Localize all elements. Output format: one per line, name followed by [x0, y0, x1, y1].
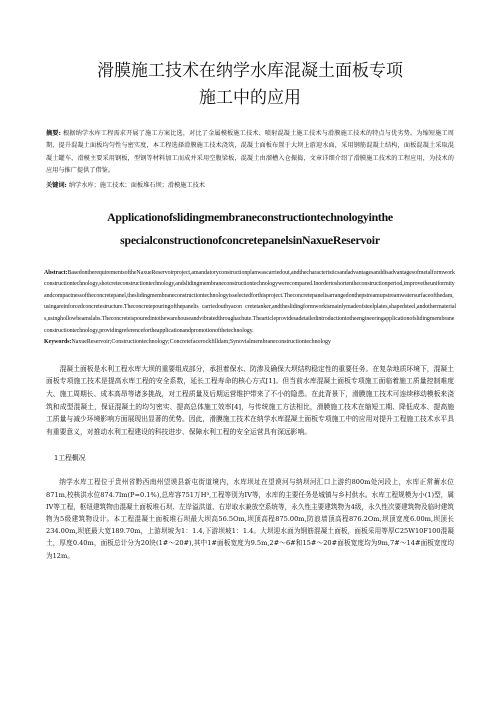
keywords-en-label: Keywords:	[44, 339, 72, 346]
keywords-en-text: NaxueReservoir;Constructiontechnology;Concretefacerockfilldam;Synovialmembraneconstructiontechnology	[71, 339, 331, 346]
abstract-en-label: Abstract:	[44, 269, 68, 276]
title-en-line-2: specialconstructionofconcretepanelsinNaxueReservoir	[120, 232, 380, 247]
keywords-zh	[46, 180, 454, 192]
paper-title-zh	[42, 58, 458, 112]
keywords-en	[44, 337, 456, 349]
section-1-heading: 1工程概况	[54, 454, 86, 463]
title-zh-line-1: 滑膜施工技术在纳学水库混凝土面板专项	[97, 61, 403, 81]
title-zh-line-2: 施工中的应用	[199, 88, 301, 108]
title-en-line-1: Applicationofslidingmembraneconstructiontechnologyinthe	[107, 209, 393, 224]
abstract-en	[44, 268, 456, 338]
section-1-paragraph: 纳学水库工程位于贵州省黔西南州望谟县新屯街道境内，水库坝址在望谟河与纳坝河汇口上游约800m处河段上，水库正常蓄水位871m,校核洪水位874.7lm(P=0.1%),总库容751万H³,工程等别为IV等，水库的主要任务是城镇与乡村供水。水库工程规模为小(1)型，属IV等工程，枢纽建筑物由混凝土面板堆石坝、左岸溢洪道、右岸取水兼放空系统等，永久性主要建筑物为4级，永久性次要建筑物及临时建筑物为5级建筑物设计。本工程混凝土面板堆石坝最大坝高56.5Om,坝顶高程875.00m,防浪墙顶高程876.2Om,坝顶宽度6.00m,坝顶长234.00m,坝底最大宽189.70m，上游坝坡为1：1.4,下游坝坡1：1.4。大坝迎水面为钢筋混凝土面板，面板采用等厚C25W10F100混凝土，厚度0.40m，面板总计分为20块(1#～20#),其中1#面板宽度为9.5m,2#～6#和15#～20#面板宽度均为9m,7#～14#面板宽度均为12m。	[46, 478, 454, 560]
abstract-zh	[46, 128, 454, 178]
intro-paragraph: 混凝土面板是水利工程水库大坝的重要组成部分，承担着保水、防渗及确保大坝结构稳定性的重要任务。在复杂地质环境下，混凝土面板专项施工技术是提高水库工程的安全系数，延长工程寿命的核心方式[1]。但当前水库混凝土面板专项施工面临着施工质量控制难度大、施工周期长、成本高昂等诸多挑战，对工程质量及后期运营维护带来了不小的隐患。在此背景下，滑膜施工技术可连续移动模板来浇筑和成型混凝土，保证混凝土的均匀密实、提高总体施工效率[4]，与传统施工方法相比，滑膜施工技术在缩短工期、降低成本、提高施工质量与减少环境影响方面展现出显著的优势。因此，滑膜施工技术在纳学水库混凝土面板专项施工中的应用对提升工程施工技术水平具有重要意义，对推动水利工程建设的科技进步、保障水利工程的安全运营具有深远影响。	[46, 364, 454, 436]
abstract-zh-label: 摘要:	[46, 130, 61, 137]
keywords-zh-text: 纳学水库；施工技术；面板堆石坝；滑模施工技术	[68, 181, 205, 189]
keywords-zh-label: 关键词:	[46, 181, 67, 189]
abstract-en-text: BasedontherequirementsoftheNaxueReservoirproject,amandatoryconstructionplanwascarriedout,andthecharacteristicsandadvantagesanddisadvantagesofmetalformworkconstructiontechnology,shotcreteconstructiontechnology,andslidingmembraneconstructiontechnologywerecompared.Inordertoshortentheconstructionperiod,improvetheuniformityandcompactnessoftheconcretepanel,theslidingmembraneconstructiontechnologyisselectedforthisproject.Theconcretepanelisarrangedonthepstreamupstreamwatersurfaceofthedam,usingareinforcedconcretestructure.Theconcretepouringofthepanelis carriedoutbyacon cretetanker,andtheslidingformworkismainlymadeofsteelplates,shapedsteel,andothermaterials,usinghollowbeamslabs.Theconcreteispouredintothewarehouseandvibratedthroughachute.Thearticleprovidesadetailedintroductiontotheengineeringapplicationofslidingmembraneconstructiontechnology,providingreferencefortheapplicationandpromotionofthetechnology.	[44, 269, 456, 334]
abstract-zh-text: 根据纳学水库工程需求开展了施工方案比选，对比了金属模板施工技术、喷射混凝土施工技术与滑膜施工技术的特点与优劣势。为缩短施工周期、提升混凝土面板均匀性与密实度，本工程选择滑膜施工技术浇筑，混凝土面板布置于大坝上游迎水面，采用钢筋混凝土结构，面板混凝土采取混凝土罐车，滑模主要采用钢板，型钢等材料加工而成并采用空腹梁板，混凝土由溜槽入仓振捣，文章详细介绍了滑膜施工技术的工程应用，为技术的应用与推广提供了借鉴。	[46, 130, 454, 175]
paper-title-en	[42, 206, 458, 252]
